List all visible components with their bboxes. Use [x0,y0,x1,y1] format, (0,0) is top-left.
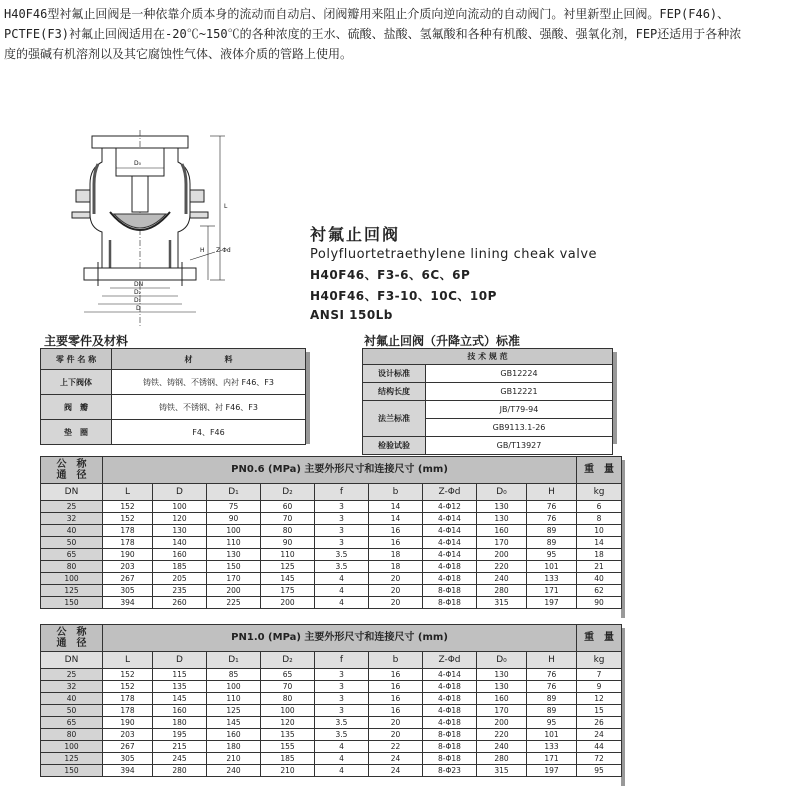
table-cell: 20 [369,573,423,585]
table-cell: 315 [477,765,527,777]
table-cell: 24 [369,765,423,777]
table-cell: 100 [261,705,315,717]
intro-line-3: 度的强碱有机溶剂以及其它腐蚀性气体、液体介质的管路上使用。 [4,47,353,61]
table-cell: 80 [261,693,315,705]
table-cell: 16 [369,693,423,705]
table-cell: 170 [477,537,527,549]
table-cell: 90 [577,597,622,609]
dn-cell: 80 [41,729,103,741]
table-cell: 89 [527,525,577,537]
table-row [41,669,622,681]
table-cell: 95 [527,549,577,561]
table-row [41,729,622,741]
table-cell: 22 [369,741,423,753]
table-cell: 89 [527,705,577,717]
table-cell: 130 [477,513,527,525]
table-cell: 160 [207,729,261,741]
parts-row-material: 铸铁、不锈钢、衬 F46、F3 [112,395,306,420]
column-header: kg [577,484,622,501]
table-cell: 7 [577,669,622,681]
table-cell: 95 [577,765,622,777]
table-cell: 152 [103,513,153,525]
intro-text [4,4,794,64]
table-cell: 152 [103,669,153,681]
table-cell: 200 [261,597,315,609]
dims-table-pn06 [40,456,622,609]
table-cell: 4 [315,741,369,753]
standard-section-title: 衬氟止回阀（升降立式）标准 [364,334,521,348]
table-cell: 8-Φ23 [423,765,477,777]
table-cell: 4-Φ18 [423,717,477,729]
table-cell: 3.5 [315,717,369,729]
standard-value: GB9113.1-26 [426,419,613,437]
table-row [41,681,622,693]
table-cell: 178 [103,537,153,549]
table-cell: 160 [477,525,527,537]
table-cell: 220 [477,729,527,741]
table-cell: 4-Φ14 [423,513,477,525]
table-cell: 24 [577,729,622,741]
table-cell: 9 [577,681,622,693]
table-cell: 20 [369,717,423,729]
column-header: D₁ [207,652,261,669]
table-cell: 16 [369,681,423,693]
dn-cell: 32 [41,681,103,693]
table-row [41,585,622,597]
drawing-label-d0: D₀ [134,160,142,167]
table-cell: 130 [477,681,527,693]
column-header: b [369,652,423,669]
table-cell: 3 [315,705,369,717]
table-cell: 130 [207,549,261,561]
model-line-3: ANSI 150Lb [310,308,393,322]
table-cell: 203 [103,561,153,573]
dn-cell: 125 [41,753,103,765]
table-cell: 4 [315,753,369,765]
table-cell: 12 [577,693,622,705]
column-header: DN [41,652,103,669]
table-cell: 95 [527,717,577,729]
intro-line-1: H40F46型衬氟止回阀是一种依靠介质本身的流动而自动启、闭阀瓣用来阻止介质向逆向流动的自动阀门。衬里新型止回阀。FEP(F46)、 [4,7,730,21]
dn-cell: 150 [41,765,103,777]
table-cell: 8-Φ18 [423,741,477,753]
table-cell: 3 [315,537,369,549]
standard-label: 检验试验 [363,437,426,455]
table-cell: 171 [527,585,577,597]
table-cell: 20 [369,597,423,609]
table-cell: 120 [153,513,207,525]
table-cell: 85 [207,669,261,681]
column-header: D₂ [261,484,315,501]
table-cell: 133 [527,741,577,753]
table-cell: 240 [477,573,527,585]
table-cell: 3 [315,513,369,525]
table-cell: 18 [369,561,423,573]
product-title-en: Polyfluortetraethylene lining cheak valve [310,247,598,262]
table-cell: 210 [261,765,315,777]
dn-cell: 40 [41,525,103,537]
table-cell: 14 [369,513,423,525]
table-cell: 190 [103,549,153,561]
table-row [41,501,622,513]
table-cell: 160 [477,693,527,705]
table-cell: 185 [153,561,207,573]
table-cell: 16 [369,525,423,537]
table-cell: 160 [153,705,207,717]
dn-cell: 50 [41,705,103,717]
standard-value: GB12224 [426,365,613,383]
parts-section-title: 主要零件及材料 [44,334,129,348]
table-cell: 180 [207,741,261,753]
nominal-size-header: 公 称 通 径 [41,625,103,652]
table-cell: 10 [577,525,622,537]
table-row [41,705,622,717]
table-cell: 155 [261,741,315,753]
table-cell: 8-Φ18 [423,597,477,609]
table-cell: 145 [207,717,261,729]
standard-table [362,348,613,455]
table-cell: 3 [315,525,369,537]
table-cell: 170 [477,705,527,717]
drawing-label-d2: D₂ [134,289,142,296]
table-row [41,693,622,705]
table-cell: 225 [207,597,261,609]
table-cell: 6 [577,501,622,513]
dn-cell: 65 [41,549,103,561]
table-cell: 240 [477,741,527,753]
table-cell: 72 [577,753,622,765]
table-cell: 130 [477,501,527,513]
table-cell: 178 [103,525,153,537]
column-header: DN [41,484,103,501]
drawing-label-dn: DN [134,281,144,288]
column-header: D₀ [477,652,527,669]
table-cell: 70 [261,681,315,693]
table-row [41,765,622,777]
table-cell: 110 [261,549,315,561]
table-cell: 89 [527,693,577,705]
dims-table-pn10 [40,624,622,777]
table-cell: 280 [477,585,527,597]
table-cell: 80 [261,525,315,537]
parts-row-name: 阀 瓣 [41,395,112,420]
table-cell: 215 [153,741,207,753]
table-cell: 160 [153,549,207,561]
column-header: kg [577,652,622,669]
table-cell: 100 [207,681,261,693]
column-header: D₀ [477,484,527,501]
weight-header: 重 量 [577,625,622,652]
table-cell: 4-Φ18 [423,693,477,705]
table-cell: 65 [261,669,315,681]
table-cell: 4-Φ12 [423,501,477,513]
table-cell: 305 [103,585,153,597]
table-cell: 8-Φ18 [423,729,477,741]
column-header: Z-Φd [423,652,477,669]
table-cell: 26 [577,717,622,729]
table-cell: 280 [477,753,527,765]
table-row [41,549,622,561]
table-cell: 70 [261,513,315,525]
table-cell: 3.5 [315,561,369,573]
product-title-block [310,222,640,326]
table-cell: 145 [153,693,207,705]
table-cell: 197 [527,765,577,777]
column-header: f [315,652,369,669]
table-cell: 8 [577,513,622,525]
drawing-label-d: D [136,305,141,312]
parts-row-name: 垫 圈 [41,420,112,445]
table-cell: 185 [261,753,315,765]
table-cell: 140 [153,537,207,549]
table-cell: 267 [103,741,153,753]
table-cell: 170 [207,573,261,585]
table-cell: 89 [527,537,577,549]
parts-row-material: F4、F46 [112,420,306,445]
table-cell: 4-Φ18 [423,705,477,717]
table-cell: 245 [153,753,207,765]
column-header: D [153,484,207,501]
table-cell: 210 [207,753,261,765]
table-cell: 62 [577,585,622,597]
table-cell: 178 [103,693,153,705]
standard-value: GB/T13927 [426,437,613,455]
table-cell: 125 [261,561,315,573]
table-cell: 15 [577,705,622,717]
standard-label: 法兰标准 [363,401,426,437]
table-cell: 14 [577,537,622,549]
product-title-cn: 衬氟止回阀 [310,225,401,244]
parts-col-material: 材 料 [112,349,306,370]
table-cell: 394 [103,597,153,609]
dn-cell: 100 [41,573,103,585]
table-cell: 178 [103,705,153,717]
standard-label: 结构长度 [363,383,426,401]
table-cell: 305 [103,753,153,765]
standard-value: GB12221 [426,383,613,401]
table-row [41,513,622,525]
dn-cell: 150 [41,597,103,609]
table-cell: 100 [153,501,207,513]
table-cell: 3 [315,669,369,681]
table-row [41,561,622,573]
dn-cell: 25 [41,501,103,513]
table-cell: 20 [369,585,423,597]
parts-row-name: 上下阀体 [41,370,112,395]
table-cell: 4 [315,765,369,777]
table-row [41,537,622,549]
weight-header: 重 量 [577,457,622,484]
table-cell: 267 [103,573,153,585]
column-header: H [527,652,577,669]
table-cell: 203 [103,729,153,741]
table-cell: 135 [153,681,207,693]
dn-cell: 65 [41,717,103,729]
table-cell: 152 [103,681,153,693]
column-header: D [153,652,207,669]
table-cell: 3 [315,681,369,693]
table-cell: 8-Φ18 [423,585,477,597]
table-cell: 130 [477,669,527,681]
column-header: L [103,652,153,669]
table-cell: 4-Φ18 [423,561,477,573]
table-cell: 44 [577,741,622,753]
table-cell: 197 [527,597,577,609]
drawing-label-h: H [200,247,205,254]
table-cell: 4 [315,573,369,585]
column-header: D₁ [207,484,261,501]
table-cell: 115 [153,669,207,681]
table-cell: 133 [527,573,577,585]
table-cell: 200 [477,717,527,729]
model-line-1: H40F46、F3-6、6C、6P [310,268,471,282]
table-cell: 16 [369,705,423,717]
table-cell: 3 [315,501,369,513]
table-cell: 220 [477,561,527,573]
table-cell: 175 [261,585,315,597]
intro-line-2: PCTFE(F3)衬氟止回阀适用在-20℃~150℃的各种浓度的王水、硫酸、盐酸、氢氟酸和各种有机酸、强酸、强氧化剂，FEP还适用于各种浓 [4,27,742,41]
table-cell: 200 [477,549,527,561]
column-header: Z-Φd [423,484,477,501]
table-cell: 90 [207,513,261,525]
table-cell: 150 [207,561,261,573]
drawing-label-l: L [224,203,228,210]
table-cell: 101 [527,561,577,573]
table-cell: 145 [261,573,315,585]
table-cell: 8-Φ18 [423,753,477,765]
table-cell: 110 [207,537,261,549]
model-line-2: H40F46、F3-10、10C、10P [310,289,497,303]
table-row [41,717,622,729]
column-header: L [103,484,153,501]
table1-title: PN0.6 (MPa) 主要外形尺寸和连接尺寸 (mm) [103,457,577,484]
table2-title: PN1.0 (MPa) 主要外形尺寸和连接尺寸 (mm) [103,625,577,652]
table-cell: 120 [261,717,315,729]
table-cell: 4-Φ18 [423,681,477,693]
table-cell: 171 [527,753,577,765]
table-cell: 76 [527,513,577,525]
table-cell: 75 [207,501,261,513]
table-cell: 180 [153,717,207,729]
table-cell: 4-Φ18 [423,573,477,585]
table-cell: 4 [315,585,369,597]
table-cell: 394 [103,765,153,777]
valve-drawing [40,128,275,328]
table-cell: 135 [261,729,315,741]
dn-cell: 50 [41,537,103,549]
table-cell: 3.5 [315,729,369,741]
table-row [41,573,622,585]
table-cell: 18 [369,549,423,561]
dn-cell: 32 [41,513,103,525]
parts-row-material: 铸铁、铸钢、不锈钢、内衬 F46、F3 [112,370,306,395]
dn-cell: 100 [41,741,103,753]
column-header: b [369,484,423,501]
nominal-size-header: 公 称 通 径 [41,457,103,484]
table-cell: 14 [369,501,423,513]
table-cell: 110 [207,693,261,705]
column-header: f [315,484,369,501]
table-cell: 240 [207,765,261,777]
dn-cell: 25 [41,669,103,681]
dn-cell: 125 [41,585,103,597]
table-cell: 195 [153,729,207,741]
table-cell: 76 [527,501,577,513]
table-cell: 4-Φ14 [423,525,477,537]
parts-col-part: 零 件 名 称 [41,349,112,370]
table-row [41,753,622,765]
table-cell: 3.5 [315,549,369,561]
table-cell: 76 [527,681,577,693]
standard-header: 技 术 规 范 [363,349,613,365]
dn-cell: 80 [41,561,103,573]
table-cell: 60 [261,501,315,513]
dn-cell: 40 [41,693,103,705]
standard-value: JB/T79-94 [426,401,613,419]
table-cell: 4-Φ14 [423,669,477,681]
table-cell: 125 [207,705,261,717]
table-row [41,741,622,753]
table-cell: 200 [207,585,261,597]
standard-label: 设计标准 [363,365,426,383]
column-header: H [527,484,577,501]
table-cell: 235 [153,585,207,597]
table-row [41,597,622,609]
table-cell: 4-Φ14 [423,549,477,561]
table-cell: 20 [369,729,423,741]
parts-table [40,348,306,445]
table-cell: 18 [577,549,622,561]
table-cell: 21 [577,561,622,573]
table-cell: 130 [153,525,207,537]
table-cell: 190 [103,717,153,729]
table-cell: 76 [527,669,577,681]
table-cell: 152 [103,501,153,513]
table-row [41,525,622,537]
table-cell: 315 [477,597,527,609]
column-header: D₂ [261,652,315,669]
table-cell: 260 [153,597,207,609]
table-cell: 3 [315,693,369,705]
table-cell: 24 [369,753,423,765]
table-cell: 205 [153,573,207,585]
table-cell: 16 [369,537,423,549]
table-cell: 90 [261,537,315,549]
table-cell: 40 [577,573,622,585]
drawing-label-d1: D₁ [134,297,142,304]
table-cell: 101 [527,729,577,741]
table-cell: 4 [315,597,369,609]
table-cell: 280 [153,765,207,777]
table-cell: 4-Φ14 [423,537,477,549]
table-cell: 100 [207,525,261,537]
table-cell: 16 [369,669,423,681]
drawing-label-zd: Z-Φd [216,247,231,254]
